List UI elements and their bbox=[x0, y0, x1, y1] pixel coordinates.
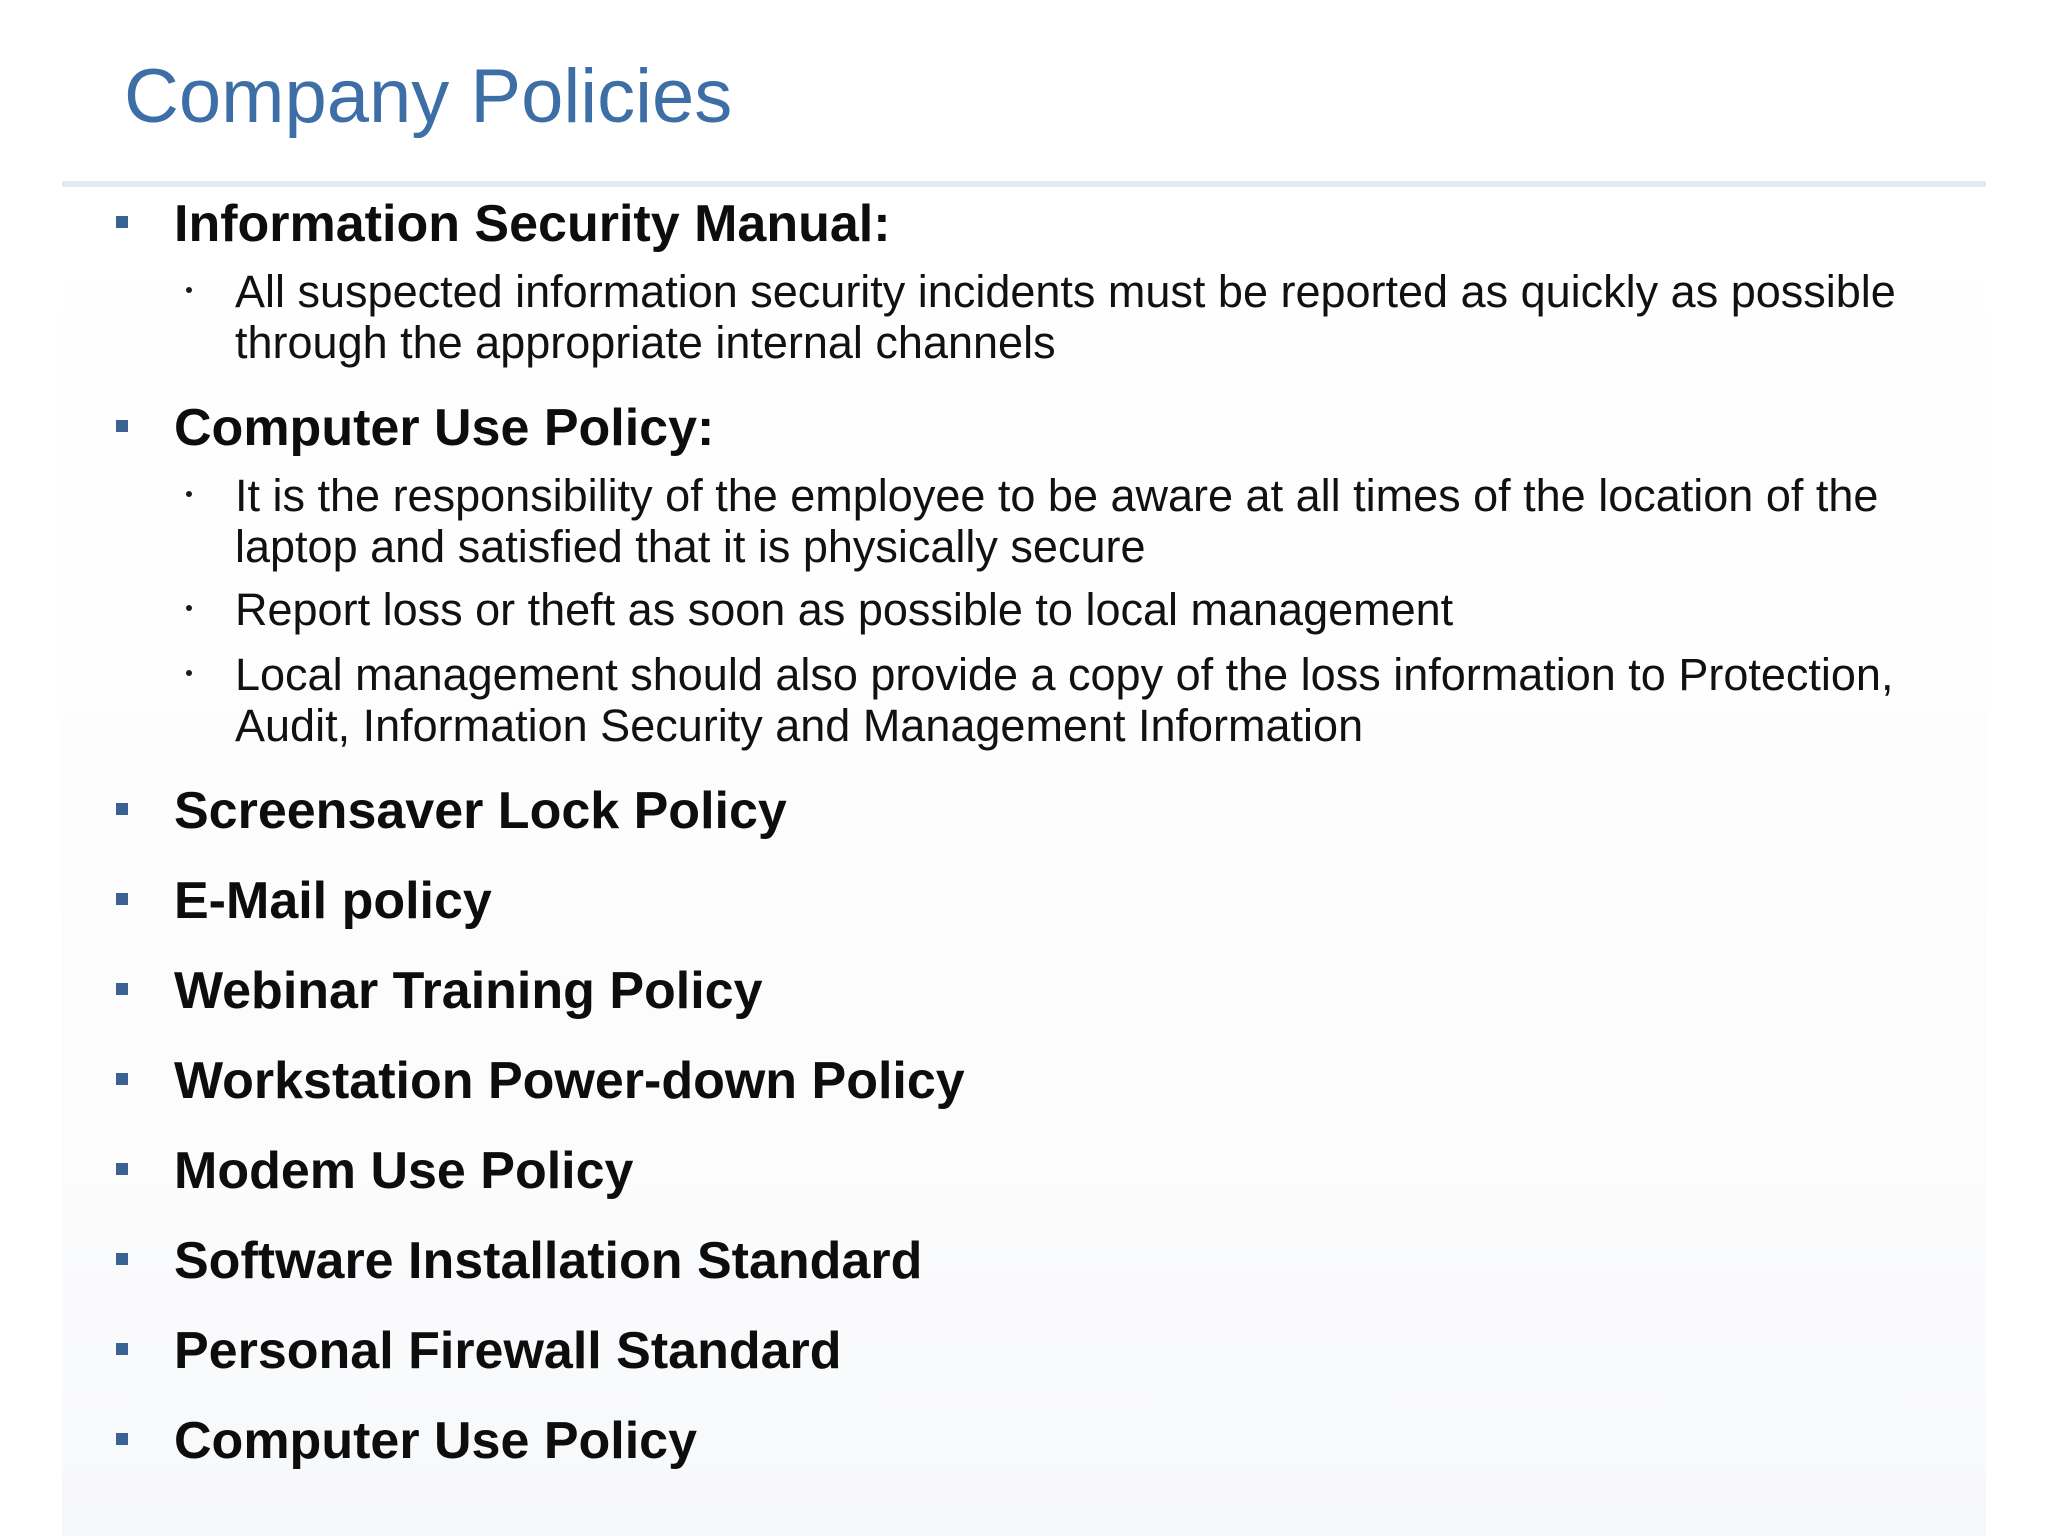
policy-title: Computer Use Policy bbox=[174, 1412, 698, 1470]
title-divider bbox=[62, 181, 1986, 187]
square-bullet-icon bbox=[116, 893, 128, 905]
policy-title: Screensaver Lock Policy bbox=[174, 782, 787, 840]
square-bullet-icon bbox=[116, 1253, 128, 1265]
policy-title: Webinar Training Policy bbox=[174, 962, 763, 1020]
policy-title: E-Mail policy bbox=[174, 872, 492, 930]
square-bullet-icon bbox=[116, 1163, 128, 1175]
policy-detail: Local management should also provide a copy of the loss information to Protection, Audit, Information Security and Management Information bbox=[235, 649, 1894, 751]
square-bullet-icon bbox=[116, 216, 128, 228]
dot-bullet-icon bbox=[186, 491, 192, 497]
policy-detail: It is the responsibility of the employee to be aware at all times of the location of the laptop and satisfied that it is physically secure bbox=[235, 470, 1879, 572]
square-bullet-icon bbox=[116, 1073, 128, 1085]
policy-title: Information Security Manual: bbox=[174, 195, 891, 253]
square-bullet-icon bbox=[116, 1343, 128, 1355]
dot-bullet-icon bbox=[186, 670, 192, 676]
dot-bullet-icon bbox=[186, 287, 192, 293]
policy-title: Computer Use Policy: bbox=[174, 399, 715, 457]
policy-title: Personal Firewall Standard bbox=[174, 1322, 842, 1380]
policy-title: Software Installation Standard bbox=[174, 1232, 923, 1290]
square-bullet-icon bbox=[116, 1433, 128, 1445]
square-bullet-icon bbox=[116, 803, 128, 815]
dot-bullet-icon bbox=[186, 605, 192, 611]
square-bullet-icon bbox=[116, 983, 128, 995]
slide-title: Company Policies bbox=[124, 54, 733, 139]
policy-title: Workstation Power-down Policy bbox=[174, 1052, 965, 1110]
policy-detail: All suspected information security incidents must be reported as quickly as possible through the appropriate internal channels bbox=[235, 266, 1896, 368]
square-bullet-icon bbox=[116, 420, 128, 432]
policy-title: Modem Use Policy bbox=[174, 1142, 634, 1200]
policy-detail: Report loss or theft as soon as possible to local management bbox=[235, 584, 1454, 635]
